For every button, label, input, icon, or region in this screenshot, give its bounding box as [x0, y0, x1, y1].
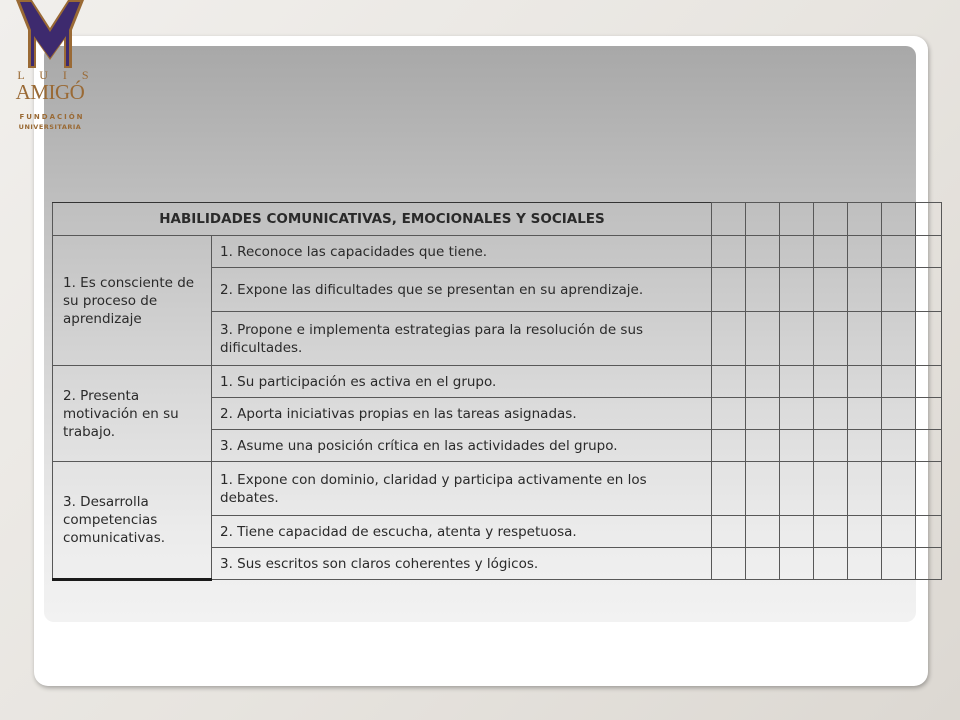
- score-cell[interactable]: [916, 430, 942, 462]
- score-cell[interactable]: [916, 462, 942, 516]
- score-cell[interactable]: [814, 366, 848, 398]
- score-cell[interactable]: [712, 203, 746, 236]
- indicator-cell: 3. Propone e implementa estrategias para la resolución de sus dificultades.: [212, 312, 712, 366]
- score-cell[interactable]: [848, 268, 882, 312]
- score-cell[interactable]: [746, 398, 780, 430]
- score-cell[interactable]: [746, 312, 780, 366]
- score-cell[interactable]: [814, 516, 848, 548]
- score-cell[interactable]: [780, 398, 814, 430]
- criterion-cell: 2. Presenta motivación en su trabajo.: [53, 366, 212, 462]
- indicator-cell: 1. Su participación es activa en el grupo.: [212, 366, 712, 398]
- table-row: [53, 366, 942, 398]
- logo-mark-icon: [6, 0, 94, 70]
- score-cell[interactable]: [882, 462, 916, 516]
- score-cell[interactable]: [780, 462, 814, 516]
- score-cell[interactable]: [814, 236, 848, 268]
- score-cell[interactable]: [780, 236, 814, 268]
- score-cell[interactable]: [746, 236, 780, 268]
- score-cell[interactable]: [848, 398, 882, 430]
- score-cell[interactable]: [882, 366, 916, 398]
- score-cell[interactable]: [916, 398, 942, 430]
- score-cell[interactable]: [916, 548, 942, 580]
- score-cell[interactable]: [712, 516, 746, 548]
- score-cell[interactable]: [746, 516, 780, 548]
- score-cell[interactable]: [712, 462, 746, 516]
- score-cell[interactable]: [916, 236, 942, 268]
- score-cell[interactable]: [814, 203, 848, 236]
- indicator-cell: 1. Reconoce las capacidades que tiene.: [212, 236, 712, 268]
- score-cell[interactable]: [916, 312, 942, 366]
- score-cell[interactable]: [780, 548, 814, 580]
- score-cell[interactable]: [882, 268, 916, 312]
- indicator-cell: 2. Aporta iniciativas propias en las tareas asignadas.: [212, 398, 712, 430]
- score-cell[interactable]: [780, 430, 814, 462]
- indicator-cell: 3. Asume una posición crítica en las actividades del grupo.: [212, 430, 712, 462]
- score-cell[interactable]: [882, 430, 916, 462]
- score-cell[interactable]: [848, 430, 882, 462]
- indicator-cell: 1. Expone con dominio, claridad y participa activamente en los debates.: [212, 462, 712, 516]
- indicator-cell: 3. Sus escritos son claros coherentes y lógicos.: [212, 548, 712, 580]
- score-cell[interactable]: [848, 462, 882, 516]
- table-row: [53, 462, 942, 516]
- indicator-cell: 2. Expone las dificultades que se presentan en su aprendizaje.: [212, 268, 712, 312]
- score-cell[interactable]: [882, 236, 916, 268]
- score-cell[interactable]: [712, 548, 746, 580]
- score-cell[interactable]: [848, 312, 882, 366]
- score-cell[interactable]: [882, 203, 916, 236]
- score-cell[interactable]: [746, 430, 780, 462]
- score-cell[interactable]: [882, 312, 916, 366]
- score-cell[interactable]: [848, 366, 882, 398]
- score-cell[interactable]: [712, 236, 746, 268]
- score-cell[interactable]: [712, 430, 746, 462]
- score-cell[interactable]: [746, 366, 780, 398]
- score-cell[interactable]: [814, 430, 848, 462]
- criterion-cell: 3. Desarrolla competencias comunicativas.: [53, 462, 212, 580]
- score-cell[interactable]: [882, 516, 916, 548]
- score-cell[interactable]: [916, 268, 942, 312]
- table-header-row: [53, 203, 942, 236]
- score-cell[interactable]: [780, 268, 814, 312]
- logo-line-3: FUNDACIÓN: [19, 113, 85, 121]
- score-cell[interactable]: [712, 398, 746, 430]
- logo-line-4: UNIVERSITARIA: [18, 123, 82, 131]
- score-cell[interactable]: [746, 268, 780, 312]
- logo-line-2: AMIGÓ: [15, 80, 85, 104]
- score-cell[interactable]: [746, 462, 780, 516]
- score-cell[interactable]: [814, 398, 848, 430]
- score-cell[interactable]: [814, 462, 848, 516]
- score-cell[interactable]: [780, 366, 814, 398]
- logo-line-1: L U I S: [17, 68, 95, 82]
- score-cell[interactable]: [780, 203, 814, 236]
- table-row: [53, 236, 942, 268]
- score-cell[interactable]: [814, 548, 848, 580]
- score-cell[interactable]: [848, 516, 882, 548]
- score-cell[interactable]: [916, 203, 942, 236]
- score-cell[interactable]: [848, 548, 882, 580]
- score-cell[interactable]: [916, 366, 942, 398]
- table-title: HABILIDADES COMUNICATIVAS, EMOCIONALES Y SOCIALES: [53, 203, 712, 236]
- score-cell[interactable]: [746, 548, 780, 580]
- indicator-cell: 2. Tiene capacidad de escucha, atenta y respetuosa.: [212, 516, 712, 548]
- score-cell[interactable]: [780, 312, 814, 366]
- score-cell[interactable]: [814, 312, 848, 366]
- score-cell[interactable]: [712, 366, 746, 398]
- score-cell[interactable]: [746, 203, 780, 236]
- criterion-cell: 1. Es consciente de su proceso de aprendizaje: [53, 236, 212, 366]
- score-cell[interactable]: [848, 236, 882, 268]
- score-cell[interactable]: [814, 268, 848, 312]
- score-cell[interactable]: [712, 268, 746, 312]
- score-cell[interactable]: [882, 548, 916, 580]
- score-cell[interactable]: [848, 203, 882, 236]
- score-cell[interactable]: [882, 398, 916, 430]
- score-cell[interactable]: [780, 516, 814, 548]
- rubric-table: [52, 202, 942, 581]
- score-cell[interactable]: [712, 312, 746, 366]
- score-cell[interactable]: [916, 516, 942, 548]
- university-logo: [6, 0, 94, 150]
